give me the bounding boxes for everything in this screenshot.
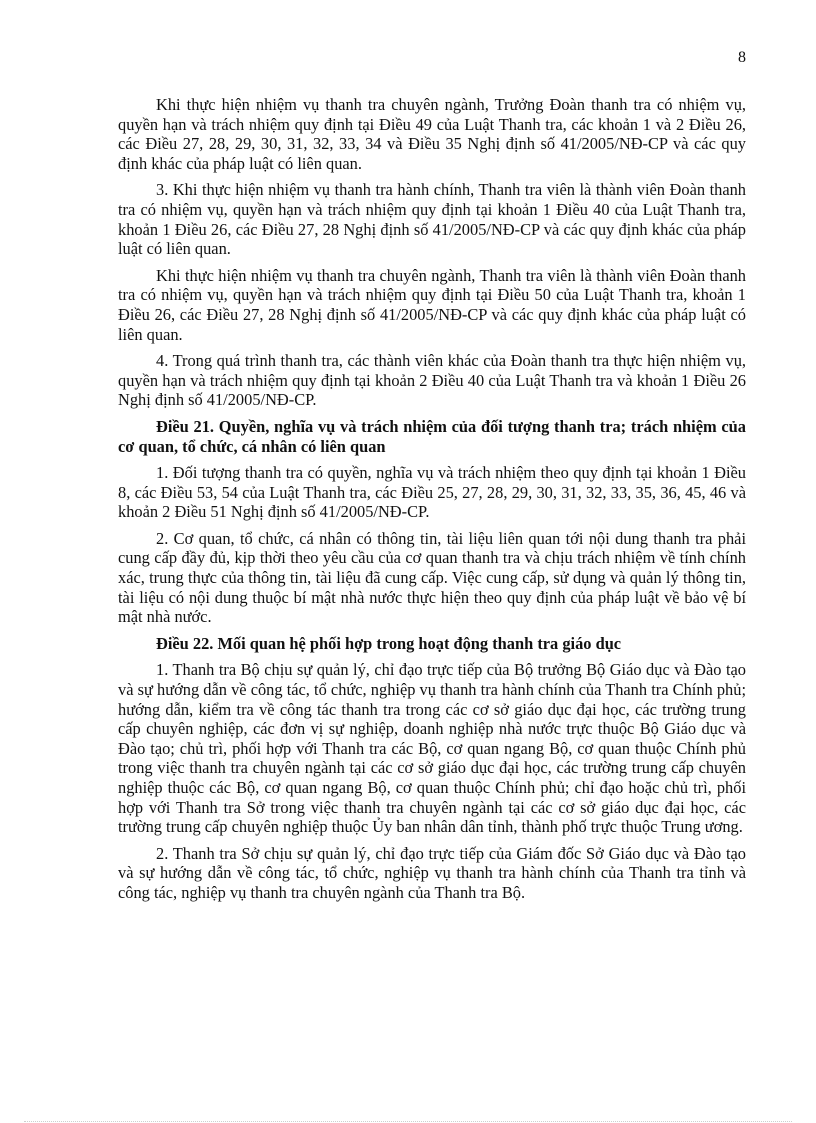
article-21-clause-1: 1. Đối tượng thanh tra có quyền, nghĩa vụ và trách nhiệm theo quy định tại khoản 1 Điều 8, các Điều 53, 54 của Luật Thanh tra, các Điều 25, 27, 28, 29, 30, 31, 32, 33, 35, 36, 45, 46 và khoản 2 Điều 51 Nghị định số 41/2005/NĐ-CP. [118, 463, 746, 522]
paragraph-specialized-inspection-head: Khi thực hiện nhiệm vụ thanh tra chuyên ngành, Trưởng Đoàn thanh tra có nhiệm vụ, quyền hạn và trách nhiệm quy định tại Điều 49 của Luật Thanh tra, các khoản 1 và 2 Điều 26, các Điều 27, 28, 29, 30, 31, 32, 33, 34 và Điều 35 Nghị định số 41/2005/NĐ-CP và các quy định khác của pháp luật có liên quan. [118, 95, 746, 173]
paragraph-clause-3: 3. Khi thực hiện nhiệm vụ thanh tra hành chính, Thanh tra viên là thành viên Đoàn thanh tra có nhiệm vụ, quyền hạn và trách nhiệm quy định tại khoản 1 Điều 40 của Luật Thanh tra, khoản 1 Điều 26, các Điều 27, 28 Nghị định số 41/2005/NĐ-CP và các quy định khác của pháp luật có liên quan. [118, 180, 746, 259]
document-body [118, 95, 746, 910]
article-22-clause-1: 1. Thanh tra Bộ chịu sự quản lý, chỉ đạo trực tiếp của Bộ trưởng Bộ Giáo dục và Đào tạo và sự hướng dẫn về công tác, tổ chức, nghiệp vụ thanh tra hành chính của Thanh tra Chính phủ; hướng dẫn, kiểm tra về công tác thanh tra trong các cơ sở giáo dục đại học, các trường trung cấp chuyên nghiệp, các đơn vị sự nghiệp, doanh nghiệp nhà nước trực thuộc Bộ Giáo dục và Đào tạo; chủ trì, phối hợp với Thanh tra các Bộ, cơ quan ngang Bộ, cơ quan thuộc Chính phủ trong việc thanh tra chuyên ngành tại các cơ sở giáo dục đại học, các trường trung cấp chuyên nghiệp thuộc các Bộ, cơ quan ngang Bộ, cơ quan thuộc Chính phủ; chỉ đạo hoặc chủ trì, phối hợp với Thanh tra Sở trong việc thanh tra chuyên ngành tại các cơ sở giáo dục đại học, các trường trung cấp chuyên nghiệp thuộc Ủy ban nhân dân tỉnh, thành phố trực thuộc Trung ương. [118, 660, 746, 837]
article-21-clause-2: 2. Cơ quan, tổ chức, cá nhân có thông tin, tài liệu liên quan tới nội dung thanh tra phải cung cấp đầy đủ, kịp thời theo yêu cầu của cơ quan thanh tra và chịu trách nhiệm về tính chính xác, trung thực của thông tin, tài liệu đã cung cấp. Việc cung cấp, sử dụng và quản lý thông tin, tài liệu có nội dung thuộc bí mật nhà nước thực hiện theo quy định của pháp luật về bảo vệ bí mật nhà nước. [118, 528, 746, 627]
article-21-heading: Điều 21. Quyền, nghĩa vụ và trách nhiệm của đối tượng thanh tra; trách nhiệm của cơ quan, tổ chức, cá nhân có liên quan [118, 416, 746, 456]
page-number: 8 [738, 49, 746, 66]
article-22-heading: Điều 22. Mối quan hệ phối hợp trong hoạt động thanh tra giáo dục [156, 633, 622, 653]
paragraph-clause-4: 4. Trong quá trình thanh tra, các thành viên khác của Đoàn thanh tra thực hiện nhiệm vụ, quyền hạn và trách nhiệm quy định tại khoản 2 Điều 40 của Luật Thanh tra và khoản 1 Điều 26 Nghị định số 41/2005/NĐ-CP. [118, 351, 746, 410]
paragraph-specialized-inspector: Khi thực hiện nhiệm vụ thanh tra chuyên ngành, Thanh tra viên là thành viên Đoàn thanh tra có nhiệm vụ, quyền hạn và trách nhiệm quy định tại Điều 50 của Luật Thanh tra, khoản 1 Điều 26, các Điều 27, 28 Nghị định số 41/2005/NĐ-CP và các quy định khác của pháp luật có liên quan. [118, 265, 746, 344]
article-22-clause-2: 2. Thanh tra Sở chịu sự quản lý, chỉ đạo trực tiếp của Giám đốc Sở Giáo dục và Đào tạo và sự hướng dẫn về công tác, tổ chức, nghiệp vụ thanh tra hành chính của Thanh tra tỉnh và công tác, nghiệp vụ thanh tra chuyên ngành của Thanh tra Bộ. [118, 843, 746, 902]
page-bottom-divider [24, 1121, 792, 1122]
